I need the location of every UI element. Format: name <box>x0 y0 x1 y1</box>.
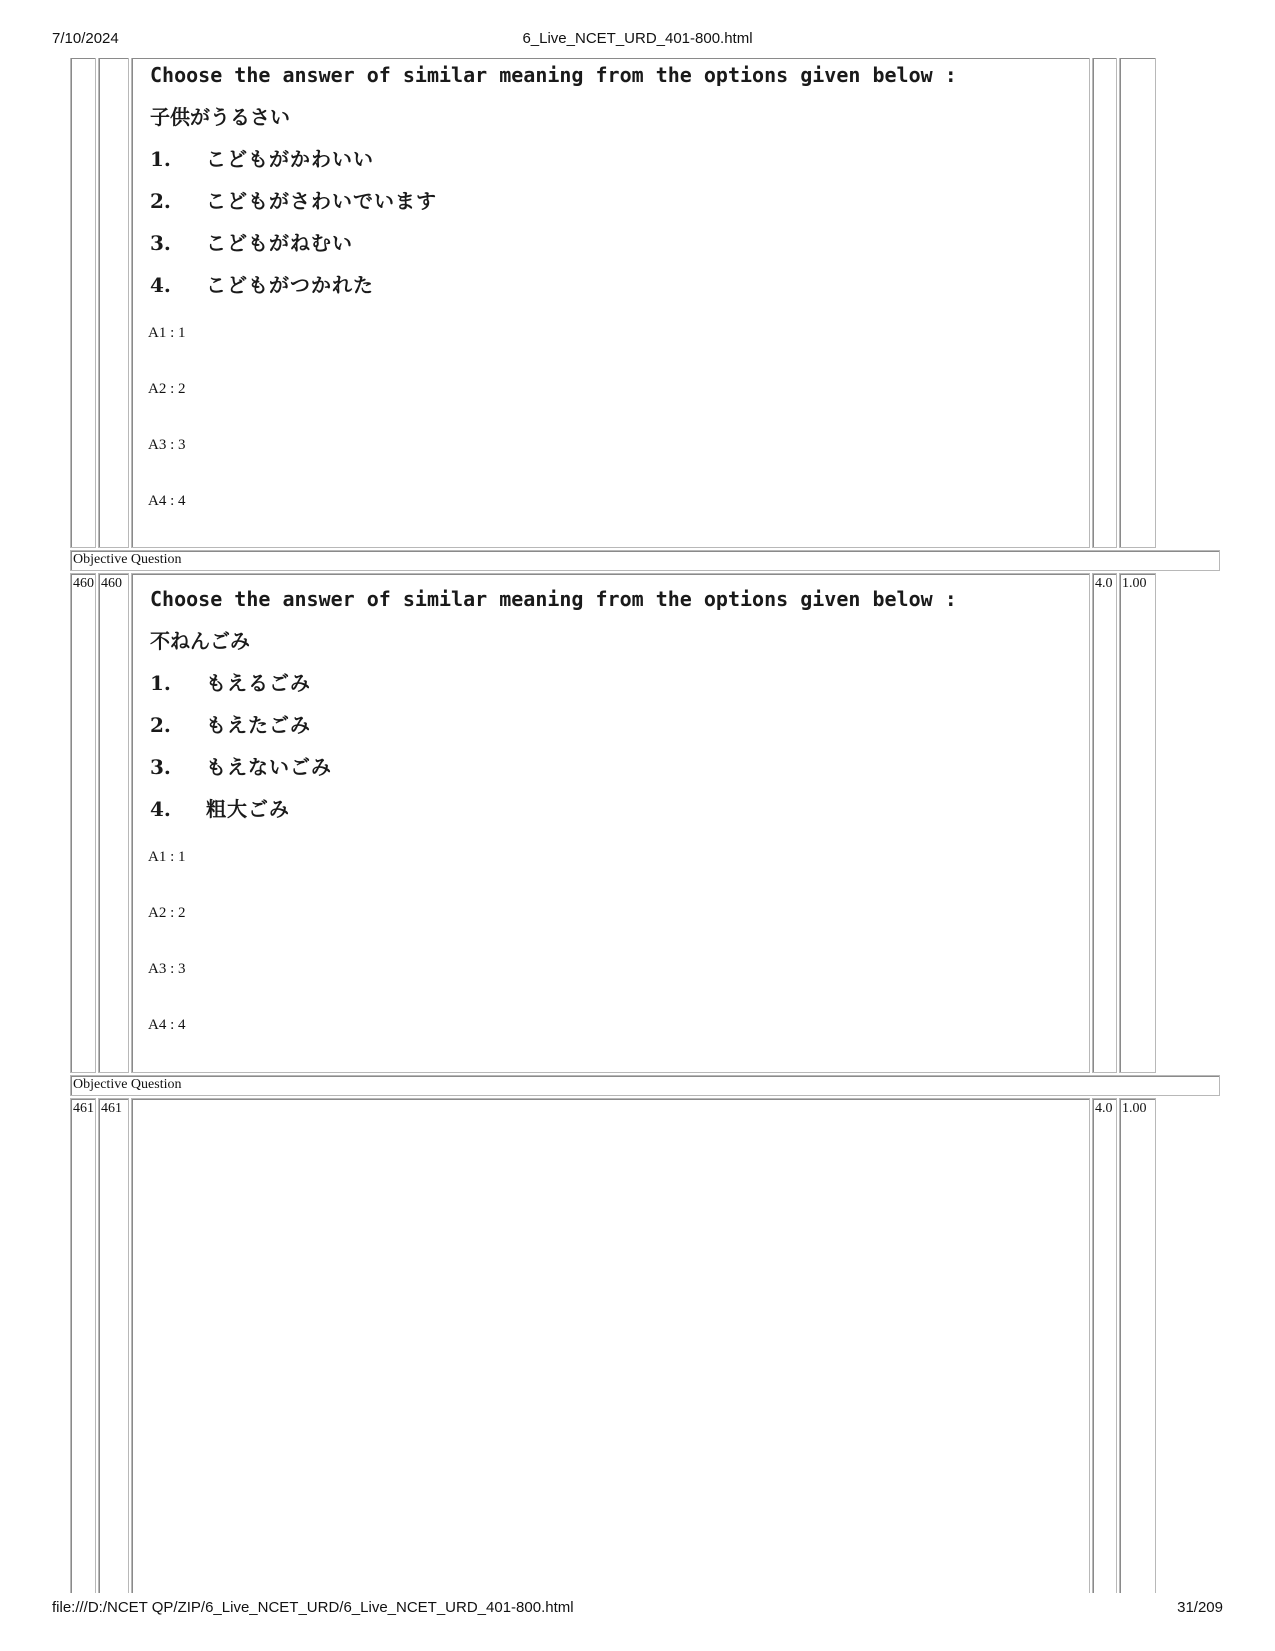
page-number: 31/209 <box>1177 1599 1223 1616</box>
answer-option: A2 : 2 <box>148 381 186 397</box>
answer-option: A2 : 2 <box>148 905 186 921</box>
option-number: 4. <box>150 797 171 821</box>
negative-marks: 1.00 <box>1119 1098 1156 1593</box>
option-text: こどもがさわいでいます <box>206 189 437 213</box>
document-title: 6_Live_NCET_URD_401-800.html <box>522 30 753 47</box>
qid-cell <box>98 58 129 548</box>
answer-option: A3 : 3 <box>148 961 186 977</box>
question-stem: 子供がうるさい <box>150 105 290 129</box>
question-type-label: Objective Question <box>70 1075 1220 1096</box>
marks-cell <box>1092 58 1117 548</box>
option-text: もえたごみ <box>206 713 311 737</box>
option-text: こどもがつかれた <box>206 273 374 297</box>
negative-marks-cell <box>1119 58 1156 548</box>
answer-option: A1 : 1 <box>148 325 186 341</box>
option-text: もえないごみ <box>206 755 332 779</box>
question-image <box>150 54 957 306</box>
answer-option: A1 : 1 <box>148 849 186 865</box>
option-number: 1. <box>150 671 171 695</box>
answer-option: A4 : 4 <box>148 1017 186 1033</box>
option-number: 3. <box>150 231 171 255</box>
answer-option: A3 : 3 <box>148 437 186 453</box>
option-number: 2. <box>150 189 171 213</box>
question-stem: 不ねんごみ <box>150 629 250 653</box>
serial-cell <box>70 58 96 548</box>
marks: 4.0 <box>1092 573 1117 1073</box>
option-item <box>150 138 957 180</box>
marks: 4.0 <box>1092 1098 1117 1593</box>
question-type-label: Objective Question <box>70 550 1220 571</box>
option-item <box>150 746 957 788</box>
option-text: もえるごみ <box>206 671 311 695</box>
option-text: 粗大ごみ <box>206 797 290 821</box>
option-item <box>150 222 957 264</box>
question-id: 460 <box>98 573 129 1073</box>
question-id: 461 <box>98 1098 129 1593</box>
option-item <box>150 704 957 746</box>
print-date: 7/10/2024 <box>52 30 119 47</box>
question-prompt: Choose the answer of similar meaning from the options given below : <box>150 587 957 611</box>
option-number: 1. <box>150 147 171 171</box>
question-image <box>150 578 957 830</box>
option-item <box>150 180 957 222</box>
option-item <box>150 264 957 306</box>
file-path: file:///D:/NCET QP/ZIP/6_Live_NCET_URD/6_Live_NCET_URD_401-800.html <box>52 1599 574 1616</box>
serial-number: 460 <box>70 573 96 1073</box>
option-item <box>150 662 957 704</box>
option-item <box>150 788 957 830</box>
question-body-cell <box>131 1098 1090 1593</box>
option-text: こどもがかわいい <box>206 147 374 171</box>
serial-number: 461 <box>70 1098 96 1593</box>
option-number: 3. <box>150 755 171 779</box>
option-number: 2. <box>150 713 171 737</box>
negative-marks: 1.00 <box>1119 573 1156 1073</box>
answer-option: A4 : 4 <box>148 493 186 509</box>
question-prompt: Choose the answer of similar meaning from the options given below : <box>150 63 957 87</box>
option-text: こどもがねむい <box>206 231 353 255</box>
option-number: 4. <box>150 273 171 297</box>
